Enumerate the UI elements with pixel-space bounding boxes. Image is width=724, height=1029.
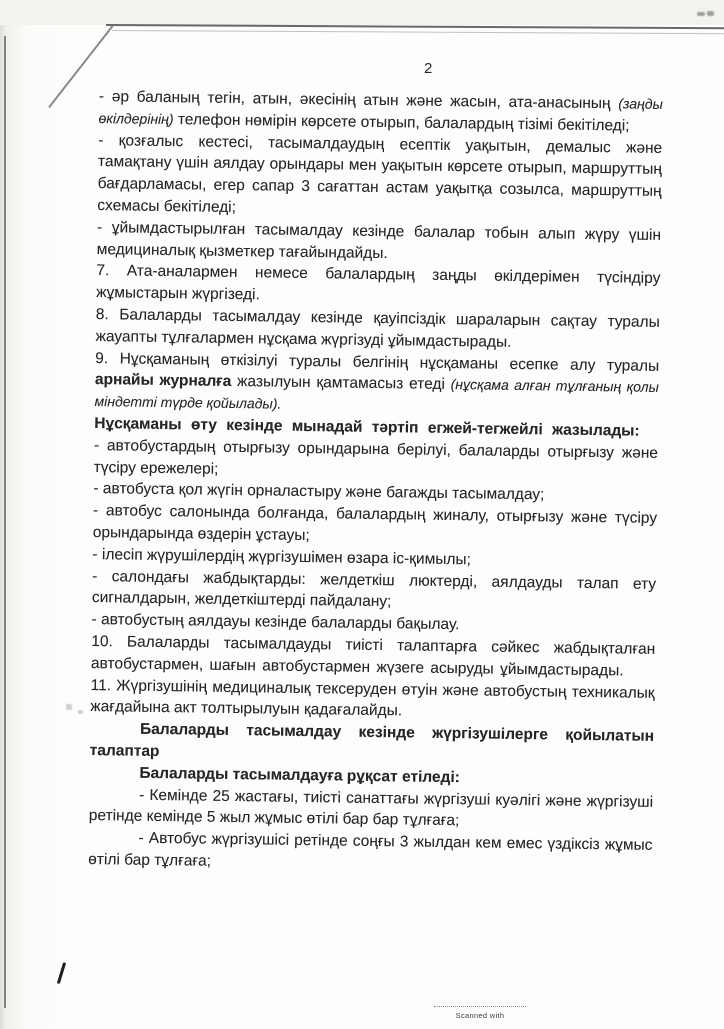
paragraph [90,718,655,769]
text-segment: 11. Жүргізушінің медициналық тексеруден өтуін және автобустың техникалық жағдайына акт толтырылуын қадағалайды. [90,676,655,720]
text-segment: - қозғалыс кестесі, тасымалдаудың есептік уақытын, демалыс және тамақтану үшін аялдау орындары мен уақытын көрсете отырып, маршруттың бағдарламасы, егер сапар 3 сағаттан астам уақытқа созылса, маршруттың схемасы бекітіледі; [97,131,663,216]
page-number: 2 [424,60,433,77]
text-segment: 9. Нұсқаманың өткізілуі туралы белгінің нұсқаманы есепке алу туралы [95,349,660,375]
text-segment: 7. Ата-аналармен немесе балалардың заңды өкілдерімен түсіндіру жұмыстарын жүргізеді. [96,262,661,304]
paragraph [97,130,662,225]
text-segment: - ұйымдастырылған тасымалдау кезінде балалар тобын алып жүру үшін медициналық қызметкер тағайындайды. [96,218,662,262]
pen-stroke-mark [57,962,66,984]
faint-pencil-marks [66,702,88,718]
paragraph [96,260,661,311]
paragraph [98,86,663,137]
paragraph [91,631,656,682]
text-segment: арнайы журналға [94,371,232,391]
paragraph [97,217,662,268]
text-segment: Балаларды тасымалдауға рұқсат етіледі: [139,764,461,786]
paragraph [89,783,654,834]
text-segment: телефон нөмірін көрсете отырып, балалардың тізімі бекітіледі; [173,110,630,135]
text-segment: - автобустың аялдауы кезінде балаларды бақылау. [91,611,460,634]
document-body [88,86,663,878]
text-segment: - автобус салонында болғанда, балалардың жиналу, отырғызу және түсіру орындарында өздерін ұстауы; [92,502,658,544]
text-segment: жазылуын қамтамасыз етеді [231,373,451,394]
paragraph [92,566,657,617]
paragraph [90,675,655,726]
paragraph [95,304,660,355]
scanner-background-strip [0,0,724,25]
paragraph [94,348,659,421]
text-segment: Нұсқаманы өту кезінде мынадай тәртіп егжей-тегжейлі жазылады: [94,414,640,440]
text-segment: 8. Балаларды тасымалдау кезінде қауіпсіздік шараларын сақтау туралы жауапты тұлғалармен нұсқама жүргізуді ұйымдастырады. [95,306,660,351]
paragraph [88,827,653,878]
text-segment: - автобустардың отырғызу орындарына берілуі, балаларды отырғызу және түсіру ережелері; [93,436,659,478]
text-segment: (нұсқама алған тұлғаның қолы міндетті түрде қойылады). [94,376,659,412]
paper-top-edge-shadow [112,30,724,34]
text-segment: - автобуста қол жүгін орналастыру және багажды тасымалдау; [93,480,545,504]
text-segment: (заңды өкілдерінің) [98,95,663,127]
scanner-watermark: Scanned with [434,1006,526,1029]
text-segment: Балаларды тасымалдау кезінде жүргізушілерге қойылатын талаптар [89,720,655,760]
text-segment: 10. Балаларды тасымалдауды тиісті талаптарға сәйкес жабдықталған автобустармен, шағын автобустармен жүзеге асыруды ұйымдастырады. [90,632,656,680]
paragraph [94,435,659,486]
paragraph [93,500,658,551]
text-segment: - Кемінде 25 жастағы, тиісті санаттағы жүргізуші куәлігі және жүргізуші ретінде кемінде 5 жыл жұмыс өтілі бар бар тұлғаға; [88,786,654,830]
text-segment: - Автобус жүргізушісі ретінде соңғы 3 жылдан кем емес үздіксіз жұмыс өтілі бар тұлғаға; [88,829,653,870]
ink-smudge [697,10,717,19]
text-segment: - салондағы жабдықтарды: желдеткіш люктерді, аялдауды талап ету сигналдарын, желдеткіштерді пайдалану; [91,567,657,611]
text-segment: - әр баланың тегін, атын, әкесінің атын және жасын, ата-анасының [98,88,619,113]
page-left-edge-line [4,36,6,1008]
text-segment: - ілесіп жүрушілердің жүргізушімен өзара іс-қимылы; [92,545,472,569]
